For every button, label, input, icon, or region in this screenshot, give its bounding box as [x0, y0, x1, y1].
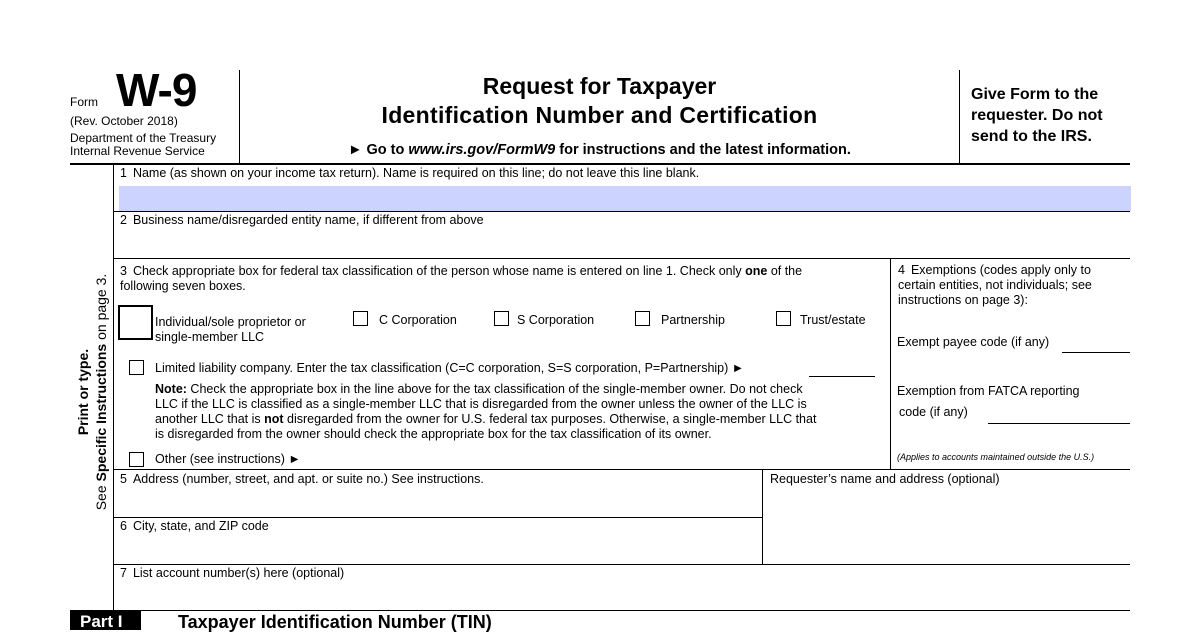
address-input[interactable]: [119, 491, 763, 515]
requester-input[interactable]: [768, 490, 1130, 564]
line1-number: 1: [120, 166, 127, 180]
other-checkbox[interactable]: [129, 452, 144, 467]
fatca-code-underline: [988, 423, 1130, 424]
line3-text-a: Check appropriate box for federal tax classification of the person whose name is entered on line 1. Check only: [132, 264, 746, 278]
line4-label: [898, 263, 1092, 308]
note-line-3c: disregarded from the owner for U.S. federal tax purposes. Otherwise, a single-member LLC that: [283, 412, 817, 426]
goto-instructions: [240, 142, 959, 158]
individual-label-2: single-member LLC: [155, 330, 265, 344]
llc-checkbox[interactable]: [129, 360, 144, 375]
line6-number: 6: [120, 519, 127, 533]
line5-number: 5: [120, 472, 127, 486]
note-line-4: is disregarded from the owner should check the appropriate box for the tax classification of its owner.: [155, 427, 712, 441]
line6-text: City, state, and ZIP code: [132, 519, 269, 533]
print-or-type: Print or type.: [75, 348, 91, 436]
line6-label: [120, 519, 269, 534]
s-corp-checkbox[interactable]: [494, 311, 509, 326]
business-name-input[interactable]: [119, 232, 1131, 256]
llc-classification-underline: [809, 376, 875, 377]
line4-text-2: certain entities, not individuals; see: [898, 278, 1092, 292]
fatca-code-input[interactable]: [988, 406, 1132, 424]
exempt-payee-label: Exempt payee code (if any): [897, 335, 1050, 349]
c-corp-checkbox[interactable]: [353, 311, 368, 326]
part1-tag-bg: [70, 611, 141, 630]
note-line-3a: another LLC that is: [155, 412, 265, 426]
line4-divider: [890, 258, 891, 470]
trust-estate-label: Trust/estate: [800, 313, 866, 327]
llc-label: Limited liability company. Enter the tax classification (C=C corporation, S=S corporation, P=Partnership) ►: [155, 361, 745, 375]
fatca-applies-note: (Applies to accounts maintained outside the U.S.): [897, 452, 1095, 462]
specific-instructions: Specific Instructions: [93, 343, 109, 482]
give-line-2: requester. Do not: [971, 107, 1103, 124]
llc-classification-input[interactable]: [809, 360, 879, 377]
individual-label: [155, 315, 306, 345]
line1-text: Name (as shown on your income tax return). Name is required on this line; do not leave this line blank.: [132, 166, 700, 180]
irs-name: Internal Revenue Service: [70, 144, 205, 158]
line4-number: 4: [898, 263, 905, 277]
line4-text-3: instructions on page 3):: [898, 293, 1028, 307]
line2-text: Business name/disregarded entity name, if different from above: [132, 213, 484, 227]
see-specific-instructions: [92, 274, 110, 511]
form-number: W-9: [116, 64, 197, 116]
exempt-payee-input[interactable]: [1062, 336, 1132, 353]
line7-label: [120, 566, 344, 581]
part1-title: Taxpayer Identification Number (TIN): [178, 612, 492, 632]
exempt-payee-underline: [1062, 352, 1130, 353]
give-form-note: [971, 84, 1103, 147]
line1-bottom-rule: [113, 211, 1130, 212]
goto-prefix: ► Go to: [348, 142, 409, 158]
line5-label: [120, 472, 484, 487]
name-input[interactable]: [119, 186, 1131, 211]
line3-text-b: of the: [767, 264, 803, 278]
line1-label: [120, 166, 699, 181]
s-corp-label: S Corporation: [517, 313, 595, 327]
city-state-zip-input[interactable]: [119, 538, 763, 562]
note-line-2: LLC if the LLC is classified as a single-member LLC that is disregarded from the owner unless the owner of the LLC is: [155, 397, 807, 411]
account-numbers-input[interactable]: [119, 585, 1131, 609]
line4-text-1: Exemptions (codes apply only to: [910, 263, 1091, 277]
line3-text-c: following seven boxes.: [120, 279, 246, 293]
other-input[interactable]: [315, 451, 889, 469]
line3-text-one: one: [745, 264, 768, 278]
header-divider-right: [959, 70, 960, 164]
part1-tag: Part I: [80, 612, 123, 631]
goto-suffix: for instructions and the latest information.: [555, 142, 851, 158]
line6-bottom-rule: [113, 564, 1130, 565]
line2-bottom-rule: [113, 258, 1130, 259]
individual-label-1: Individual/sole proprietor or: [155, 315, 306, 329]
line3-bottom-rule: [113, 469, 1130, 470]
requester-label: Requester’s name and address (optional): [770, 472, 1000, 486]
line5-bottom-rule: [113, 517, 762, 518]
revision-date: (Rev. October 2018): [70, 114, 178, 128]
line5-text: Address (number, street, and apt. or suite no.) See instructions.: [132, 472, 484, 486]
partnership-checkbox[interactable]: [635, 311, 650, 326]
individual-checkbox[interactable]: [118, 305, 153, 340]
partnership-label: Partnership: [661, 313, 725, 327]
line2-label: [120, 213, 484, 228]
line2-number: 2: [120, 213, 127, 227]
line3-number: 3: [120, 264, 127, 278]
give-line-1: Give Form to the: [971, 86, 1099, 103]
llc-note: [155, 382, 889, 442]
form-label: Form: [70, 95, 98, 109]
line7-text: List account number(s) here (optional): [132, 566, 345, 580]
line7-number: 7: [120, 566, 127, 580]
trust-estate-checkbox[interactable]: [776, 311, 791, 326]
other-label: Other (see instructions) ►: [155, 452, 301, 466]
c-corp-label: C Corporation: [379, 313, 457, 327]
on-page-3: on page 3.: [93, 273, 109, 344]
form-title: [240, 70, 959, 158]
title-line-1: Request for Taxpayer: [482, 73, 717, 99]
see-word: See: [93, 481, 109, 511]
title-line-2: Identification Number and Certification: [381, 102, 818, 128]
fatca-label-1: Exemption from FATCA reporting: [897, 384, 1080, 398]
fatca-label-2: code (if any): [899, 405, 968, 419]
header-bottom-rule: [70, 163, 1130, 165]
irs-url-link[interactable]: www.irs.gov/FormW9: [408, 142, 556, 158]
give-line-3: send to the IRS.: [971, 128, 1092, 145]
department: Department of the Treasury: [70, 131, 217, 145]
note-line-3b: not: [264, 412, 284, 426]
side-column-divider: [113, 164, 114, 630]
note-label: Note:: [155, 382, 187, 396]
line3-label: [120, 264, 888, 294]
note-line-1: Check the appropriate box in the line above for the tax classification of the single-member owner. Do not check: [186, 382, 803, 396]
